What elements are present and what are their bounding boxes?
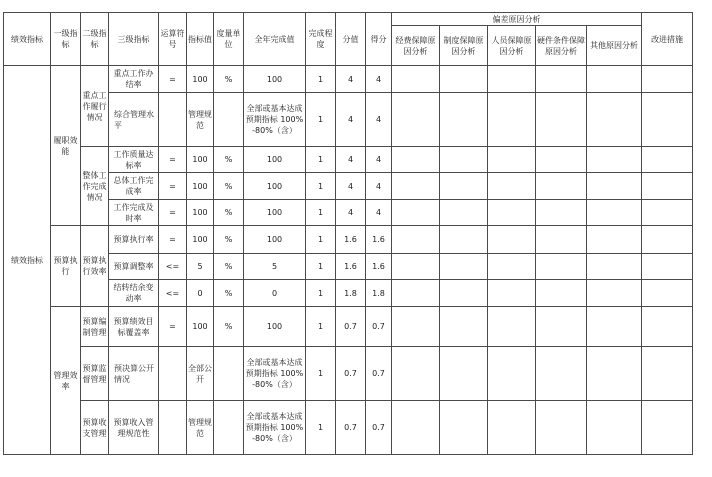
empty-cell bbox=[587, 93, 642, 147]
degree-cell: 1 bbox=[306, 200, 336, 226]
actual-cell: 全部或基本达成预期指标 100%-80%（含） bbox=[244, 347, 306, 401]
degree-cell: 1 bbox=[306, 307, 336, 347]
metric-cell: 预算收入管理规范性 bbox=[109, 401, 159, 455]
table-row bbox=[4, 226, 693, 254]
level1-label: 预算执行 bbox=[51, 226, 81, 307]
operator-cell: = bbox=[159, 226, 187, 254]
weight-cell: 4 bbox=[336, 93, 366, 147]
empty-cell bbox=[488, 254, 536, 280]
unit-cell: % bbox=[214, 66, 244, 93]
target-cell: 0 bbox=[187, 280, 214, 307]
empty-cell bbox=[488, 401, 536, 455]
empty-cell bbox=[642, 200, 693, 226]
empty-cell bbox=[440, 173, 488, 200]
empty-cell bbox=[587, 200, 642, 226]
level2-label: 预算编制管理 bbox=[81, 307, 109, 347]
empty-cell bbox=[392, 347, 440, 401]
operator-cell: = bbox=[159, 307, 187, 347]
score-cell: 1.8 bbox=[366, 280, 392, 307]
header-system-analysis: 制度保障原因分析 bbox=[440, 26, 488, 66]
empty-cell bbox=[488, 66, 536, 93]
degree-cell: 1 bbox=[306, 401, 336, 455]
degree-cell: 1 bbox=[306, 347, 336, 401]
empty-cell bbox=[440, 200, 488, 226]
empty-cell bbox=[536, 147, 587, 173]
actual-cell: 100 bbox=[244, 147, 306, 173]
actual-cell: 0 bbox=[244, 280, 306, 307]
empty-cell bbox=[587, 347, 642, 401]
table-row bbox=[4, 401, 693, 455]
empty-cell bbox=[392, 401, 440, 455]
performance-table bbox=[3, 12, 693, 455]
degree-cell: 1 bbox=[306, 280, 336, 307]
empty-cell bbox=[642, 173, 693, 200]
empty-cell bbox=[488, 280, 536, 307]
empty-cell bbox=[536, 173, 587, 200]
target-cell: 100 bbox=[187, 200, 214, 226]
empty-cell bbox=[392, 280, 440, 307]
table-row bbox=[4, 307, 693, 347]
header-level2: 二级指标 bbox=[81, 13, 109, 66]
header-row-1 bbox=[4, 13, 693, 26]
empty-cell bbox=[587, 254, 642, 280]
header-operator: 运算符号 bbox=[159, 13, 187, 66]
unit-cell: % bbox=[214, 226, 244, 254]
score-cell: 4 bbox=[366, 93, 392, 147]
empty-cell bbox=[587, 66, 642, 93]
score-cell: 4 bbox=[366, 200, 392, 226]
degree-cell: 1 bbox=[306, 93, 336, 147]
empty-cell bbox=[392, 226, 440, 254]
target-cell: 100 bbox=[187, 147, 214, 173]
empty-cell bbox=[488, 226, 536, 254]
actual-cell: 100 bbox=[244, 173, 306, 200]
score-cell: 0.7 bbox=[366, 307, 392, 347]
empty-cell bbox=[536, 226, 587, 254]
score-cell: 4 bbox=[366, 147, 392, 173]
metric-cell: 重点工作办结率 bbox=[109, 66, 159, 93]
empty-cell bbox=[642, 254, 693, 280]
header-improvement: 改进措施 bbox=[642, 13, 693, 66]
empty-cell bbox=[488, 307, 536, 347]
header-deviation: 偏差原因分析 bbox=[392, 13, 642, 26]
metric-cell: 总体工作完成率 bbox=[109, 173, 159, 200]
header-score: 得分 bbox=[366, 13, 392, 66]
table-row bbox=[4, 66, 693, 93]
unit-cell: % bbox=[214, 200, 244, 226]
empty-cell bbox=[488, 200, 536, 226]
empty-cell bbox=[536, 254, 587, 280]
header-funding-analysis: 经费保障原因分析 bbox=[392, 26, 440, 66]
header-degree: 完成程度 bbox=[306, 13, 336, 66]
actual-cell: 全部或基本达成预期指标 100%-80%（含） bbox=[244, 93, 306, 147]
empty-cell bbox=[536, 93, 587, 147]
empty-cell bbox=[536, 66, 587, 93]
score-cell: 1.6 bbox=[366, 254, 392, 280]
header-other-analysis: 其他原因分析 bbox=[587, 26, 642, 66]
level2-label: 整体工作完成情况 bbox=[81, 147, 109, 226]
score-cell: 4 bbox=[366, 173, 392, 200]
empty-cell bbox=[488, 347, 536, 401]
header-performance-indicator: 绩效指标 bbox=[4, 13, 51, 66]
empty-cell bbox=[587, 173, 642, 200]
empty-cell bbox=[536, 200, 587, 226]
degree-cell: 1 bbox=[306, 66, 336, 93]
weight-cell: 0.7 bbox=[336, 307, 366, 347]
weight-cell: 4 bbox=[336, 147, 366, 173]
empty-cell bbox=[392, 307, 440, 347]
operator-cell: = bbox=[159, 147, 187, 173]
weight-cell: 1.6 bbox=[336, 254, 366, 280]
empty-cell bbox=[642, 307, 693, 347]
target-cell: 100 bbox=[187, 66, 214, 93]
unit-cell: % bbox=[214, 254, 244, 280]
level1-label: 管理效率 bbox=[51, 307, 81, 455]
target-cell: 5 bbox=[187, 254, 214, 280]
target-cell: 全部公开 bbox=[187, 347, 214, 401]
empty-cell bbox=[536, 307, 587, 347]
unit-cell bbox=[214, 93, 244, 147]
empty-cell bbox=[642, 66, 693, 93]
metric-cell: 综合管理水平 bbox=[109, 93, 159, 147]
level2-label: 预算收支管理 bbox=[81, 401, 109, 455]
degree-cell: 1 bbox=[306, 254, 336, 280]
target-cell: 100 bbox=[187, 307, 214, 347]
empty-cell bbox=[392, 173, 440, 200]
empty-cell bbox=[642, 347, 693, 401]
level1-label: 履职效能 bbox=[51, 66, 81, 226]
target-cell: 100 bbox=[187, 173, 214, 200]
header-actual: 全年完成值 bbox=[244, 13, 306, 66]
unit-cell bbox=[214, 347, 244, 401]
empty-cell bbox=[440, 226, 488, 254]
empty-cell bbox=[642, 147, 693, 173]
weight-cell: 4 bbox=[336, 173, 366, 200]
score-cell: 4 bbox=[366, 66, 392, 93]
actual-cell: 100 bbox=[244, 200, 306, 226]
empty-cell bbox=[392, 147, 440, 173]
target-cell: 管理规范 bbox=[187, 401, 214, 455]
empty-cell bbox=[392, 200, 440, 226]
unit-cell bbox=[214, 401, 244, 455]
empty-cell bbox=[587, 226, 642, 254]
degree-cell: 1 bbox=[306, 226, 336, 254]
empty-cell bbox=[392, 93, 440, 147]
metric-cell: 结转结余变动率 bbox=[109, 280, 159, 307]
level2-label: 重点工作履行情况 bbox=[81, 66, 109, 147]
header-level1: 一级指标 bbox=[51, 13, 81, 66]
empty-cell bbox=[440, 147, 488, 173]
score-cell: 0.7 bbox=[366, 401, 392, 455]
empty-cell bbox=[440, 93, 488, 147]
unit-cell: % bbox=[214, 280, 244, 307]
group-label: 绩效指标 bbox=[4, 66, 51, 455]
empty-cell bbox=[642, 93, 693, 147]
operator-cell bbox=[159, 93, 187, 147]
operator-cell bbox=[159, 347, 187, 401]
weight-cell: 4 bbox=[336, 66, 366, 93]
degree-cell: 1 bbox=[306, 147, 336, 173]
empty-cell bbox=[392, 254, 440, 280]
operator-cell bbox=[159, 401, 187, 455]
weight-cell: 1.8 bbox=[336, 280, 366, 307]
weight-cell: 4 bbox=[336, 200, 366, 226]
operator-cell: <= bbox=[159, 280, 187, 307]
unit-cell: % bbox=[214, 173, 244, 200]
operator-cell: <= bbox=[159, 254, 187, 280]
actual-cell: 5 bbox=[244, 254, 306, 280]
header-unit: 度量单位 bbox=[214, 13, 244, 66]
empty-cell bbox=[642, 226, 693, 254]
empty-cell bbox=[536, 280, 587, 307]
metric-cell: 工作质量达标率 bbox=[109, 147, 159, 173]
empty-cell bbox=[440, 66, 488, 93]
score-cell: 0.7 bbox=[366, 347, 392, 401]
empty-cell bbox=[440, 254, 488, 280]
empty-cell bbox=[536, 347, 587, 401]
metric-cell: 预决算公开情况 bbox=[109, 347, 159, 401]
empty-cell bbox=[488, 147, 536, 173]
metric-cell: 预算调整率 bbox=[109, 254, 159, 280]
header-level3: 三级指标 bbox=[109, 13, 159, 66]
level2-label: 预算执行效率 bbox=[81, 226, 109, 307]
header-weight: 分值 bbox=[336, 13, 366, 66]
actual-cell: 100 bbox=[244, 66, 306, 93]
empty-cell bbox=[440, 401, 488, 455]
table-row bbox=[4, 347, 693, 401]
header-staff-analysis: 人员保障原因分析 bbox=[488, 26, 536, 66]
empty-cell bbox=[587, 401, 642, 455]
empty-cell bbox=[440, 280, 488, 307]
empty-cell bbox=[642, 280, 693, 307]
header-target: 指标值 bbox=[187, 13, 214, 66]
table-row bbox=[4, 147, 693, 173]
unit-cell: % bbox=[214, 307, 244, 347]
empty-cell bbox=[587, 307, 642, 347]
degree-cell: 1 bbox=[306, 173, 336, 200]
actual-cell: 100 bbox=[244, 307, 306, 347]
empty-cell bbox=[536, 401, 587, 455]
unit-cell: % bbox=[214, 147, 244, 173]
empty-cell bbox=[440, 307, 488, 347]
metric-cell: 工作完成及时率 bbox=[109, 200, 159, 226]
actual-cell: 全部或基本达成预期指标 100%-80%（含） bbox=[244, 401, 306, 455]
metric-cell: 预算绩效目标覆盖率 bbox=[109, 307, 159, 347]
empty-cell bbox=[488, 93, 536, 147]
weight-cell: 0.7 bbox=[336, 401, 366, 455]
target-cell: 管理规范 bbox=[187, 93, 214, 147]
actual-cell: 100 bbox=[244, 226, 306, 254]
weight-cell: 1.6 bbox=[336, 226, 366, 254]
operator-cell: = bbox=[159, 66, 187, 93]
empty-cell bbox=[642, 401, 693, 455]
empty-cell bbox=[440, 347, 488, 401]
empty-cell bbox=[587, 147, 642, 173]
target-cell: 100 bbox=[187, 226, 214, 254]
empty-cell bbox=[488, 173, 536, 200]
score-cell: 1.6 bbox=[366, 226, 392, 254]
metric-cell: 预算执行率 bbox=[109, 226, 159, 254]
level2-label: 预算监督管理 bbox=[81, 347, 109, 401]
operator-cell: = bbox=[159, 173, 187, 200]
header-hardware-analysis: 硬件条件保障原因分析 bbox=[536, 26, 587, 66]
empty-cell bbox=[587, 280, 642, 307]
empty-cell bbox=[392, 66, 440, 93]
weight-cell: 0.7 bbox=[336, 347, 366, 401]
operator-cell: = bbox=[159, 200, 187, 226]
